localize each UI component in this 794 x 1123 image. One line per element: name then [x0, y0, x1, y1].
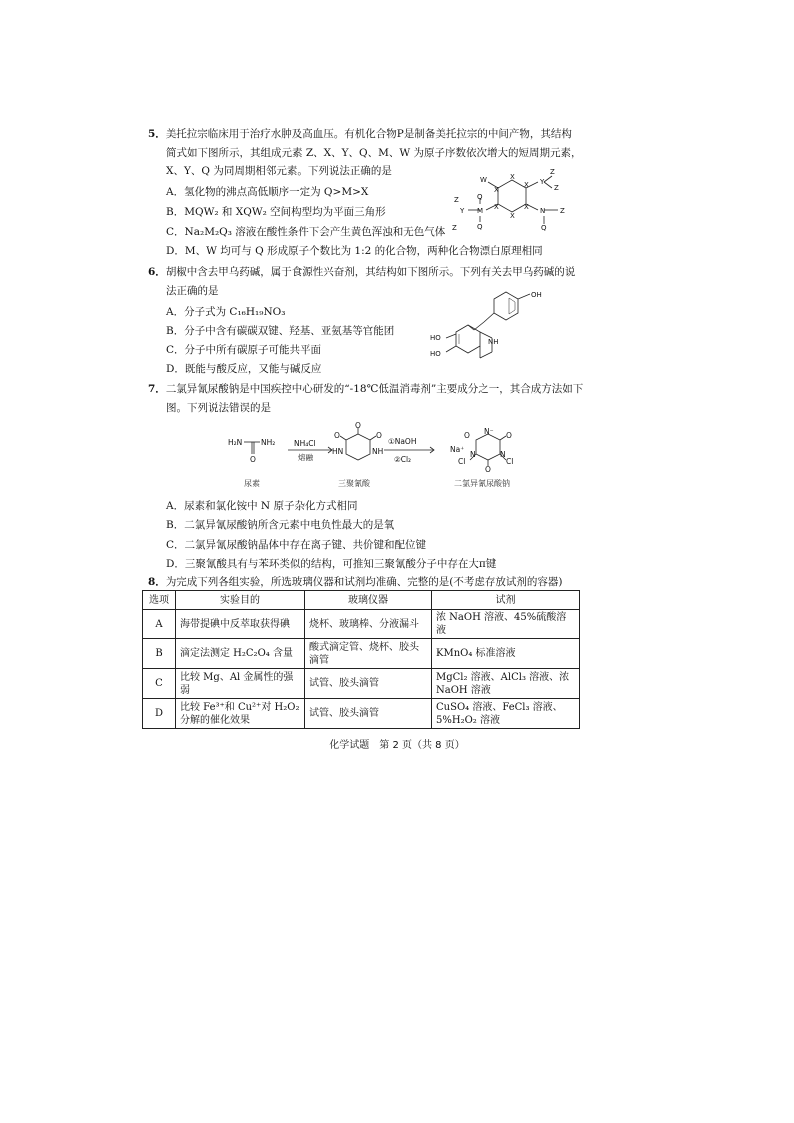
- q5-atom: Q: [477, 193, 483, 201]
- q6-atom: NH: [488, 338, 499, 346]
- q7-product-n-right: N: [500, 450, 506, 459]
- q6-stem-line-1: 6．胡椒中含去甲乌药碱，属于食源性兴奋剂，其结构如下图所示。下列有关去甲乌药碱的说: [148, 266, 576, 278]
- q5-atom: Z: [454, 196, 459, 204]
- q5-atom: X: [510, 173, 515, 181]
- q7-reagent-cl2: ②Cl₂: [394, 455, 412, 464]
- q5-atom: X: [524, 203, 529, 211]
- q5-atom: X: [524, 181, 529, 189]
- table-cell: 比较 Fe³⁺和 Cu²⁺对 H₂O₂ 分解的催化效果: [176, 699, 305, 729]
- q7-cyanuric-o-top: O: [355, 421, 361, 430]
- table-cell: 浓 NaOH 溶液、45%硫酸溶液: [432, 610, 580, 639]
- q7-option-c: C．二氯异氰尿酸钠晶体中存在离子键、共价键和配位键: [166, 539, 427, 551]
- q8-experiment-table: [142, 590, 580, 729]
- q7-product-n-minus: N⁻: [484, 427, 494, 436]
- q7-product-o-left: O: [464, 431, 470, 440]
- q5-atom: W: [480, 176, 487, 184]
- q5-option-c: C．Na₂M₂Q₃ 溶液在酸性条件下会产生黄色浑浊和无色气体: [166, 226, 446, 238]
- table-header: 玻璃仪器: [305, 591, 432, 610]
- q5-atom: Z: [554, 184, 559, 192]
- table-header: 选项: [143, 591, 176, 610]
- q5-stem-line-2: 简式如下图所示，其组成元素 Z、X、Y、Q、M、W 为原子序数依次增大的短周期元素，: [166, 147, 582, 159]
- q7-urea-nh2: NH₂: [261, 438, 276, 447]
- q7-reagent-naoh: ①NaOH: [388, 437, 417, 446]
- q5-stem-line-3: X、Y、Q 为同周期相邻元素。下列说法正确的是: [166, 165, 392, 177]
- table-header-row: [143, 591, 580, 610]
- q7-cyanuric-nh: NH: [372, 447, 384, 456]
- q7-product-cl-left: Cl: [458, 457, 466, 466]
- q5-atom: Z: [560, 207, 565, 215]
- q5-option-a: A．氢化物的沸点高低顺序一定为 Q>M>X: [166, 186, 369, 198]
- q7-product-na: Na⁺: [450, 445, 465, 454]
- q5-atom: X: [494, 186, 499, 194]
- q7-cyanuric-o-right: O: [376, 431, 382, 440]
- table-row: [143, 639, 580, 669]
- q6-option-b: B．分子中含有碳碳双键、羟基、亚氨基等官能团: [166, 325, 395, 337]
- q7-reagent-nh4cl: NH₄Cl: [294, 439, 316, 448]
- q7-stem-line-2: 图。下列说法错误的是: [166, 402, 271, 414]
- q6-option-c: C．分子中所有碳原子可能共平面: [166, 344, 322, 356]
- q8-stem: 8．为完成下列各组实验，所选玻璃仪器和试剂均准确、完整的是(不考虑存放试剂的容器): [148, 576, 563, 588]
- q7-option-d: D．三聚氰酸具有与苯环类似的结构，可推知三聚氰酸分子中存在大π键: [166, 558, 497, 570]
- q5-option-b: B．MQW₂ 和 XQW₂ 空间构型均为平面三角形: [166, 206, 386, 218]
- q7-label-cyanuric-acid: 三聚氰酸: [338, 479, 370, 488]
- q7-cyanuric-o-left: O: [334, 431, 340, 440]
- q6-option-a: A．分子式为 C₁₆H₁₉NO₃: [166, 306, 286, 318]
- q7-option-a: A．尿素和氯化铵中 N 原子杂化方式相同: [166, 500, 358, 512]
- table-cell: 滴定法测定 H₂C₂O₄ 含量: [176, 639, 305, 669]
- table-cell: CuSO₄ 溶液、FeCl₃ 溶液、5%H₂O₂ 溶液: [432, 699, 580, 729]
- q5-atom: Z: [452, 224, 457, 232]
- table-header: 实验目的: [176, 591, 305, 610]
- q7-product-n-left: N: [470, 450, 476, 459]
- table-cell: D: [143, 699, 176, 729]
- q5-atom: X: [510, 212, 515, 220]
- table-row: [143, 610, 580, 639]
- q5-atom: Y: [540, 178, 545, 186]
- table-cell: 比较 Mg、Al 金属性的强弱: [176, 669, 305, 699]
- q5-atom: X: [494, 203, 499, 211]
- q6-atom: HO: [430, 350, 441, 358]
- q7-product-o-bottom: O: [485, 465, 491, 474]
- q6-structure-diagram: [420, 286, 560, 372]
- table-header: 试剂: [432, 591, 580, 610]
- q5-option-d: D．M、W 均可与 Q 形成原子个数比为 1:2 的化合物，两种化合物漂白原理相同: [166, 245, 543, 257]
- q5-atom: M: [477, 207, 484, 215]
- table-cell: MgCl₂ 溶液、AlCl₃ 溶液、浓 NaOH 溶液: [432, 669, 580, 699]
- table-cell: 酸式滴定管、烧杯、胶头滴管: [305, 639, 432, 669]
- table-cell: 烧杯、玻璃棒、分液漏斗: [305, 610, 432, 639]
- q5-atom: Q: [477, 223, 483, 231]
- q5-stem-line-1: 5．美托拉宗临床用于治疗水肿及高血压。有机化合物P是制备美托拉宗的中间产物，其结构: [148, 128, 572, 140]
- q7-cyanuric-hn: HN: [332, 447, 344, 456]
- q7-option-b: B．二氯异氰尿酸钠所含元素中电负性最大的是氧: [166, 519, 395, 531]
- table-row: [143, 669, 580, 699]
- table-cell: A: [143, 610, 176, 639]
- q7-condition-melt: 熔融: [298, 453, 313, 462]
- table-cell: 试管、胶头滴管: [305, 669, 432, 699]
- q6-stem-line-2: 法正确的是: [166, 285, 219, 297]
- table-cell: 海带提碘中反萃取获得碘: [176, 610, 305, 639]
- q7-label-product: 二氯异氰尿酸钠: [454, 479, 510, 488]
- q5-structure-diagram: [440, 168, 590, 238]
- q7-label-urea: 尿素: [244, 479, 260, 488]
- q7-stem-line-1: 7．二氯异氰尿酸钠是中国疾控中心研发的“-18℃低温消毒剂”主要成分之一，其合成方法如下: [148, 383, 584, 395]
- q5-atom: Z: [550, 168, 555, 176]
- table-row: [143, 699, 580, 729]
- q7-urea-h2n: H₂N: [228, 438, 243, 447]
- q7-product-o-right: O: [506, 431, 512, 440]
- q7-product-cl-right: Cl: [506, 457, 514, 466]
- q5-atom: N: [540, 207, 546, 215]
- q6-option-d: D．既能与酸反应，又能与碱反应: [166, 363, 322, 375]
- q6-atom: HO: [430, 334, 441, 342]
- q5-atom: Q: [541, 224, 547, 232]
- table-cell: 试管、胶头滴管: [305, 699, 432, 729]
- table-cell: KMnO₄ 标准溶液: [432, 639, 580, 669]
- table-cell: B: [143, 639, 176, 669]
- table-cell: C: [143, 669, 176, 699]
- page-footer: 化学试题 第 2 页（共 8 页）: [329, 740, 465, 751]
- q6-atom: OH: [531, 291, 542, 299]
- q7-synthesis-scheme: [222, 420, 532, 492]
- q7-urea-o: O: [250, 455, 256, 464]
- q5-atom: Y: [460, 207, 465, 215]
